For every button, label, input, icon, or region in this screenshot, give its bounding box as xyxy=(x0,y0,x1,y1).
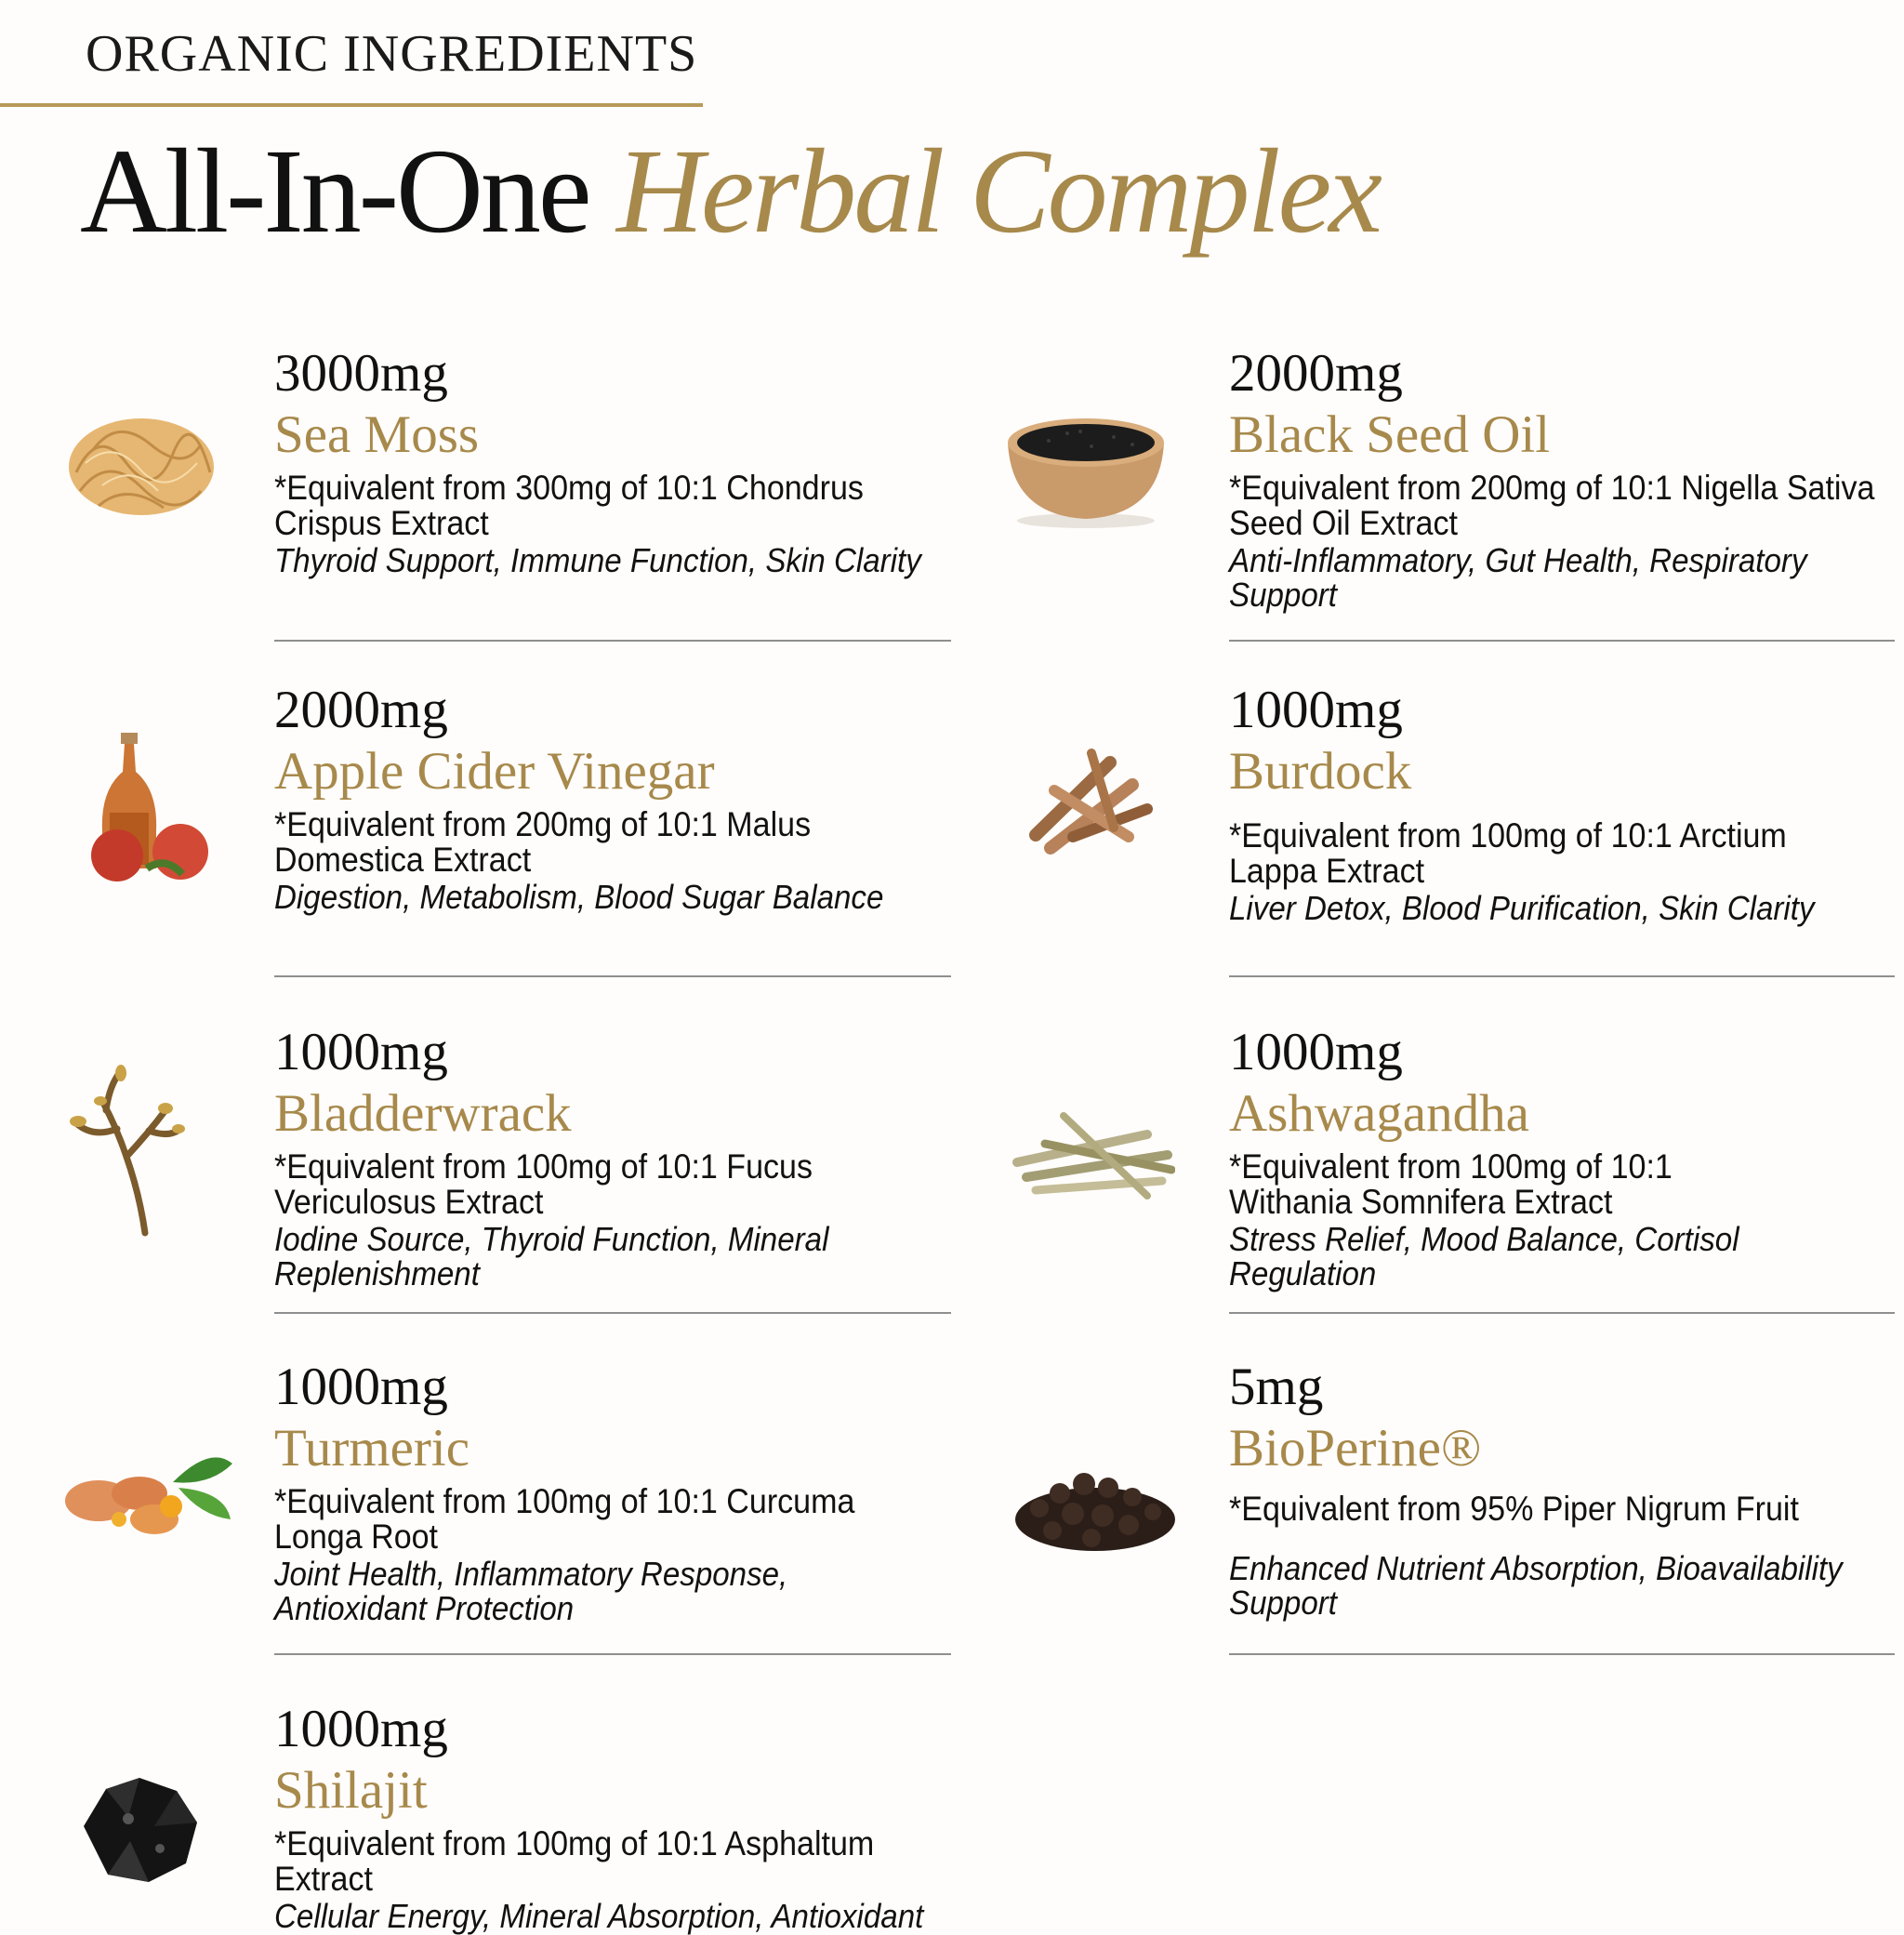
burdock-root-icon xyxy=(1017,735,1157,857)
ingredient-name: BioPerine® xyxy=(1229,1419,1482,1478)
vinegar-bottle-icon xyxy=(82,729,219,883)
ingredient-card xyxy=(274,1356,981,1625)
ingredient-equivalent: *Equivalent from 100mg of 10:1 Curcuma Longa Root xyxy=(274,1482,855,1556)
ingredient-name: Apple Cider Vinegar xyxy=(274,742,715,801)
ingredient-benefits: Digestion, Metabolism, Blood Sugar Balance xyxy=(274,878,884,916)
bladderwrack-icon xyxy=(65,1064,186,1237)
black-pepper-icon xyxy=(1012,1451,1179,1555)
ingredient-dose: 5mg xyxy=(1229,1358,1324,1416)
ingredient-name: Burdock xyxy=(1229,742,1412,801)
sea-moss-icon xyxy=(61,398,221,530)
title-accent: Herbal Complex xyxy=(616,125,1380,258)
ingredient-benefits: Stress Relief, Mood Balance, Cortisol Regulation xyxy=(1229,1220,1739,1292)
ingredient-benefits: Iodine Source, Thyroid Function, Mineral Replenishment xyxy=(274,1220,829,1292)
ashwagandha-root-icon xyxy=(1008,1097,1175,1203)
ingredient-equivalent: *Equivalent from 100mg of 10:1 Asphaltum Extract xyxy=(274,1824,875,1898)
ingredient-name: Bladderwrack xyxy=(274,1084,572,1143)
ingredient-benefits: Thyroid Support, Immune Function, Skin Clarity xyxy=(274,541,921,579)
ingredient-dose: 2000mg xyxy=(274,681,448,739)
ingredient-equivalent: *Equivalent from 300mg of 10:1 Chondrus Crispus Extract xyxy=(274,469,864,542)
ingredient-equivalent: *Equivalent from 200mg of 10:1 Nigella Sativa Seed Oil Extract xyxy=(1229,469,1875,542)
ingredient-name: Shilajit xyxy=(274,1761,428,1820)
eyebrow-underline xyxy=(0,103,703,107)
ingredient-dose: 2000mg xyxy=(1229,344,1403,403)
ingredient-card xyxy=(274,1698,981,1933)
ingredient-benefits: Enhanced Nutrient Absorption, Bioavailability Support xyxy=(1229,1549,1843,1622)
ingredient-name: Black Seed Oil xyxy=(1229,405,1551,464)
ingredient-name: Turmeric xyxy=(274,1419,470,1478)
ingredient-dose: 1000mg xyxy=(1229,1023,1403,1081)
ingredient-equivalent: *Equivalent from 95% Piper Nigrum Fruit xyxy=(1229,1490,1799,1528)
shilajit-icon xyxy=(74,1770,205,1888)
row-divider xyxy=(274,975,951,977)
ingredient-card xyxy=(274,1021,981,1291)
title-plain: All-In-One xyxy=(80,125,589,258)
row-divider xyxy=(1229,1653,1895,1655)
ingredient-card xyxy=(1229,679,1904,925)
ingredient-benefits: Anti-Inflammatory, Gut Health, Respiratory Support xyxy=(1229,541,1807,614)
ingredient-dose: 1000mg xyxy=(274,1358,448,1416)
ingredient-name: Ashwagandha xyxy=(1229,1084,1529,1143)
row-divider xyxy=(1229,640,1895,642)
ingredient-benefits: Cellular Energy, Mineral Absorption, Antioxidant xyxy=(274,1897,924,1935)
ingredient-equivalent: *Equivalent from 200mg of 10:1 Malus Domestica Extract xyxy=(274,805,812,879)
row-divider xyxy=(274,1312,951,1314)
ingredient-dose: 1000mg xyxy=(274,1700,448,1758)
row-divider xyxy=(1229,1312,1895,1314)
turmeric-icon xyxy=(61,1445,234,1542)
ingredient-card xyxy=(274,679,981,914)
page-title xyxy=(80,123,1380,262)
ingredient-dose: 1000mg xyxy=(274,1023,448,1081)
ingredient-equivalent: *Equivalent from 100mg of 10:1 Withania Somnifera Extract xyxy=(1229,1147,1673,1221)
ingredient-benefits: Liver Detox, Blood Purification, Skin Clarity xyxy=(1229,889,1815,927)
ingredient-dose: 1000mg xyxy=(1229,681,1403,739)
section-eyebrow: ORGANIC INGREDIENTS xyxy=(86,25,698,83)
row-divider xyxy=(1229,975,1895,977)
ingredient-card xyxy=(1229,1021,1904,1291)
ingredient-card xyxy=(274,342,981,577)
row-divider xyxy=(274,1653,951,1655)
ingredient-card xyxy=(1229,1356,1904,1620)
ingredient-dose: 3000mg xyxy=(274,344,448,403)
ingredient-benefits: Joint Health, Inflammatory Response, Antioxidant Protection xyxy=(274,1555,788,1627)
ingredient-equivalent: *Equivalent from 100mg of 10:1 Fucus Vericulosus Extract xyxy=(274,1147,813,1221)
ingredient-card xyxy=(1229,342,1904,612)
row-divider xyxy=(274,640,951,642)
ingredient-name: Sea Moss xyxy=(274,405,480,464)
ingredient-equivalent: *Equivalent from 100mg of 10:1 Arctium Lappa Extract xyxy=(1229,816,1787,890)
black-seed-bowl-icon xyxy=(1002,405,1170,530)
